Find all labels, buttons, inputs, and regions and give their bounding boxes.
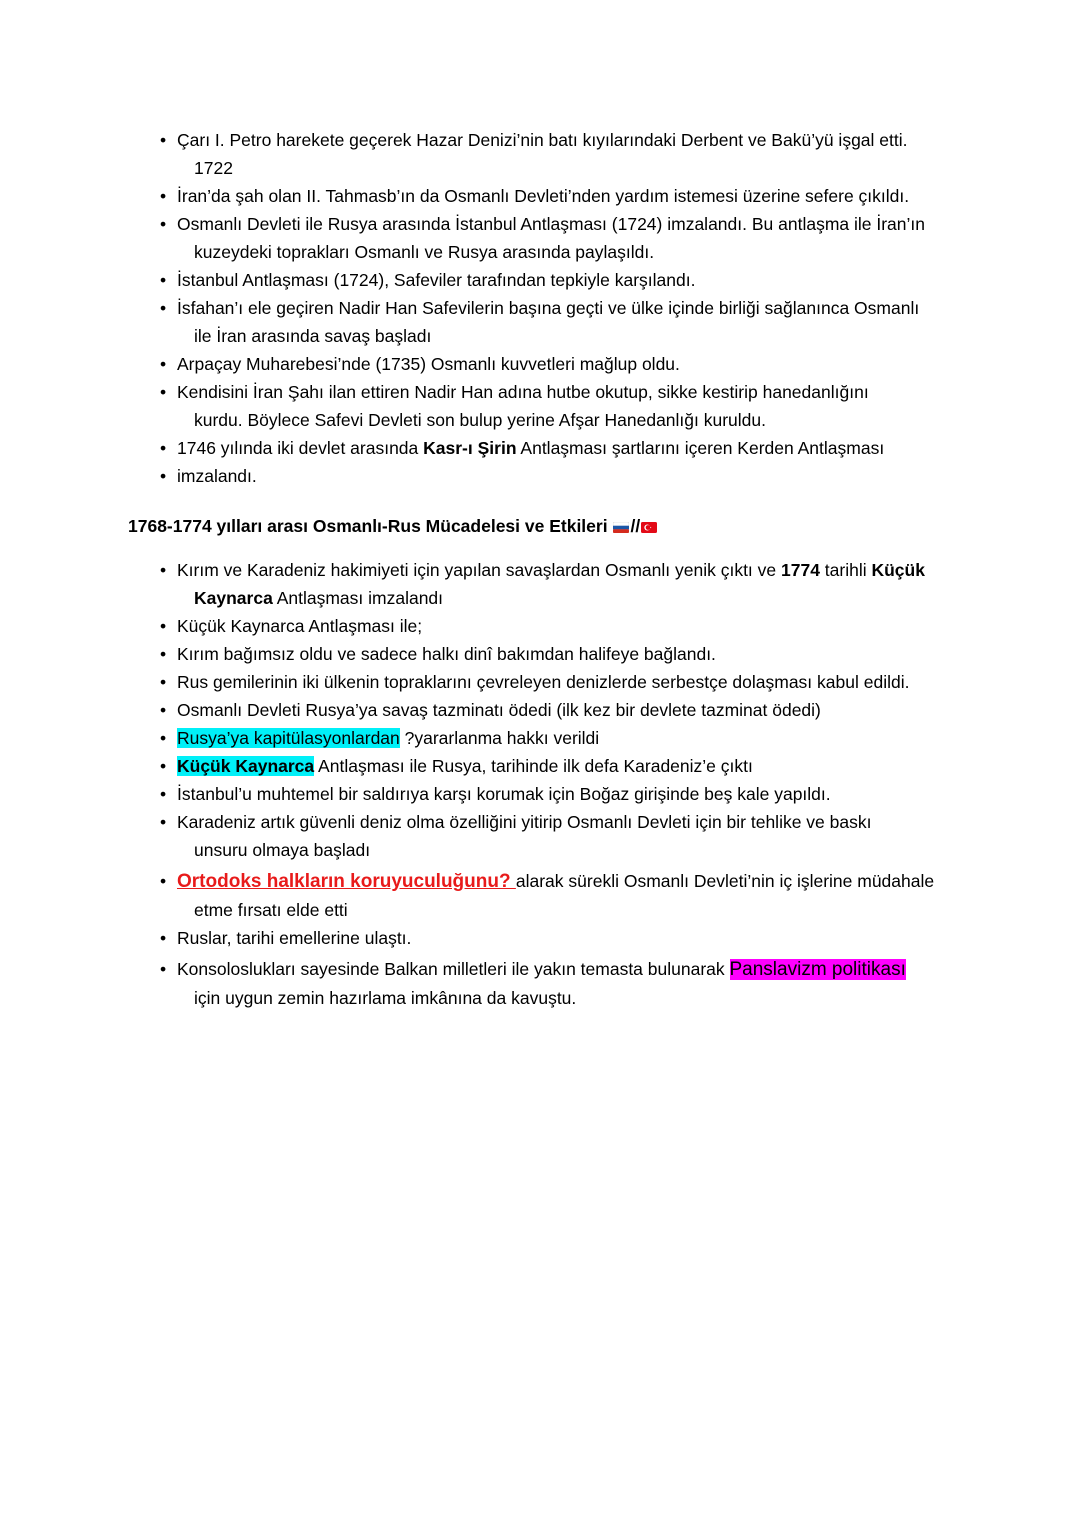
list-item [160, 462, 960, 490]
list-item-text: İstanbul Antlaşması (1724), Safeviler tarafından tepkiyle karşılandı. [177, 270, 696, 290]
list-item-text: kurdu. Böylece Safevi Devleti son bulup yerine Afşar Hanedanlığı kuruldu. [194, 410, 766, 430]
list-item [160, 724, 960, 752]
bullet-icon: • [160, 616, 167, 636]
list-item [160, 266, 960, 294]
bullet-list-kucuk-kaynarca [160, 556, 960, 1012]
list-item-text: Kırım bağımsız oldu ve sadece halkı dinî bakımdan halifeye bağlandı. [177, 644, 716, 664]
heading-separator: // [630, 516, 641, 536]
list-item [160, 434, 960, 462]
bullet-icon: • [160, 382, 167, 402]
list-item [160, 808, 960, 864]
bullet-icon: • [160, 812, 167, 832]
bullet-icon: • [160, 354, 167, 374]
list-item-text: ile İran arasında savaş başladı [194, 326, 432, 346]
heading-text: 1768-1774 yılları arası Osmanlı-Rus Mücadelesi ve Etkileri [128, 516, 608, 536]
bold-term: Kasr-ı Şirin [423, 438, 517, 458]
list-item-text: İsfahan’ı ele geçiren Nadir Han Safevilerin başına geçti ve ülke içinde birliği sağlanınca Osmanlı [177, 298, 920, 318]
russia-flag-icon [613, 522, 629, 533]
bullet-icon: • [160, 644, 167, 664]
bullet-icon: • [160, 756, 167, 776]
list-item-text: Kırım ve Karadeniz hakimiyeti için yapılan savaşlardan Osmanlı yenik çıktı ve [177, 560, 781, 580]
list-item-text: kuzeydeki toprakları Osmanlı ve Rusya arasında paylaşıldı. [194, 242, 655, 262]
list-item-text: imzalandı. [177, 466, 257, 486]
list-item [160, 294, 960, 350]
list-item-text: unsuru olmaya başladı [194, 840, 371, 860]
list-item-text: Arpaçay Muharebesi’nde (1735) Osmanlı kuvvetleri mağlup oldu. [177, 354, 680, 374]
highlighted-text: Küçük Kaynarca [177, 756, 315, 776]
list-item-text: Osmanlı Devleti ile Rusya arasında İstanbul Antlaşması (1724) imzalandı. Bu antlaşma ile İran’ın [177, 214, 925, 234]
list-item-text: Küçük Kaynarca Antlaşması ile; [177, 616, 423, 636]
bullet-icon: • [160, 928, 167, 948]
list-item-text: 1746 yılında iki devlet arasında [177, 438, 424, 458]
list-item [160, 126, 960, 182]
list-item [160, 378, 960, 434]
bullet-icon: • [160, 728, 167, 748]
list-item-text: alarak sürekli Osmanlı Devleti’nin iç işlerine müdahale [515, 871, 935, 891]
bullet-icon: • [160, 438, 167, 458]
bullet-icon: • [160, 672, 167, 692]
bullet-icon: • [160, 298, 167, 318]
list-item [160, 780, 960, 808]
bullet-icon: • [160, 186, 167, 206]
list-item-text: Antlaşması imzalandı [272, 588, 444, 608]
list-item [160, 696, 960, 724]
list-item-text: Osmanlı Devleti Rusya’ya savaş tazminatı ödedi (ilk kez bir devlete tazminat ödedi) [177, 700, 821, 720]
list-item [160, 955, 960, 1012]
list-item-text: Ruslar, tarihi emellerine ulaştı. [177, 928, 412, 948]
list-item-text: İstanbul’u muhtemel bir saldırıya karşı korumak için Boğaz girişinde beş kale yapıldı. [177, 784, 831, 804]
list-item [160, 668, 960, 696]
list-item-text: Çarı I. Petro harekete geçerek Hazar Denizi’nin batı kıyılarındaki Derbent ve Bakü’yü işgal etti. [177, 130, 908, 150]
list-item-text: Konsoloslukları sayesinde Balkan milletleri ile yakın temasta bulunarak [177, 959, 730, 979]
list-item-text: Antlaşması şartlarını içeren Kerden Antlaşması [516, 438, 885, 458]
highlighted-text: Rusya’ya kapitülasyonlardan [177, 728, 400, 748]
list-item [160, 350, 960, 378]
bold-year: 1774 [781, 560, 820, 580]
bullet-icon: • [160, 959, 167, 979]
list-item-text: Kendisini İran Şahı ilan ettiren Nadir Han adına hutbe okutup, sikke kestirip hanedanlığını [177, 382, 869, 402]
list-item [160, 556, 960, 612]
list-item-text: Antlaşması ile Rusya, tarihinde ilk defa Karadeniz’e çıktı [314, 756, 753, 776]
list-item-text: İran’da şah olan II. Tahmasb’ın da Osmanlı Devleti’nden yardım istemesi üzerine sefere çıkıldı. [177, 186, 910, 206]
bullet-icon: • [160, 466, 167, 486]
section-heading [128, 512, 658, 540]
bullet-icon: • [160, 560, 167, 580]
bold-term: Küçük [871, 560, 925, 580]
list-item-text: ?yararlanma hakkı verildi [399, 728, 600, 748]
list-item-text: tarihli [819, 560, 872, 580]
list-item-text: Karadeniz artık güvenli deniz olma özelliğini yitirip Osmanlı Devleti için bir tehlike ve baskı [177, 812, 872, 832]
bullet-list-safavid [160, 126, 960, 490]
list-item [160, 640, 960, 668]
bullet-icon: • [160, 270, 167, 290]
list-item [160, 210, 960, 266]
bullet-icon: • [160, 871, 167, 891]
bullet-icon: • [160, 130, 167, 150]
bullet-icon: • [160, 700, 167, 720]
list-item [160, 612, 960, 640]
list-item-text: için uygun zemin hazırlama imkânına da kavuştu. [194, 988, 577, 1008]
highlighted-text: Panslavizm politikası [729, 959, 906, 980]
turkey-flag-icon [641, 522, 657, 533]
list-item [160, 182, 960, 210]
bullet-icon: • [160, 214, 167, 234]
bold-term: Kaynarca [194, 588, 273, 608]
list-item-text: 1722 [194, 158, 233, 178]
list-item [160, 752, 960, 780]
bullet-icon: • [160, 784, 167, 804]
list-item [160, 924, 960, 952]
list-item [160, 867, 960, 924]
list-item-text: etme fırsatı elde etti [194, 900, 348, 920]
list-item-text: Rus gemilerinin iki ülkenin topraklarını çevreleyen denizlerde serbestçe dolaşması kabul edildi. [177, 672, 910, 692]
red-underlined-text: Ortodoks halkların koruyuculuğunu? [177, 871, 516, 892]
